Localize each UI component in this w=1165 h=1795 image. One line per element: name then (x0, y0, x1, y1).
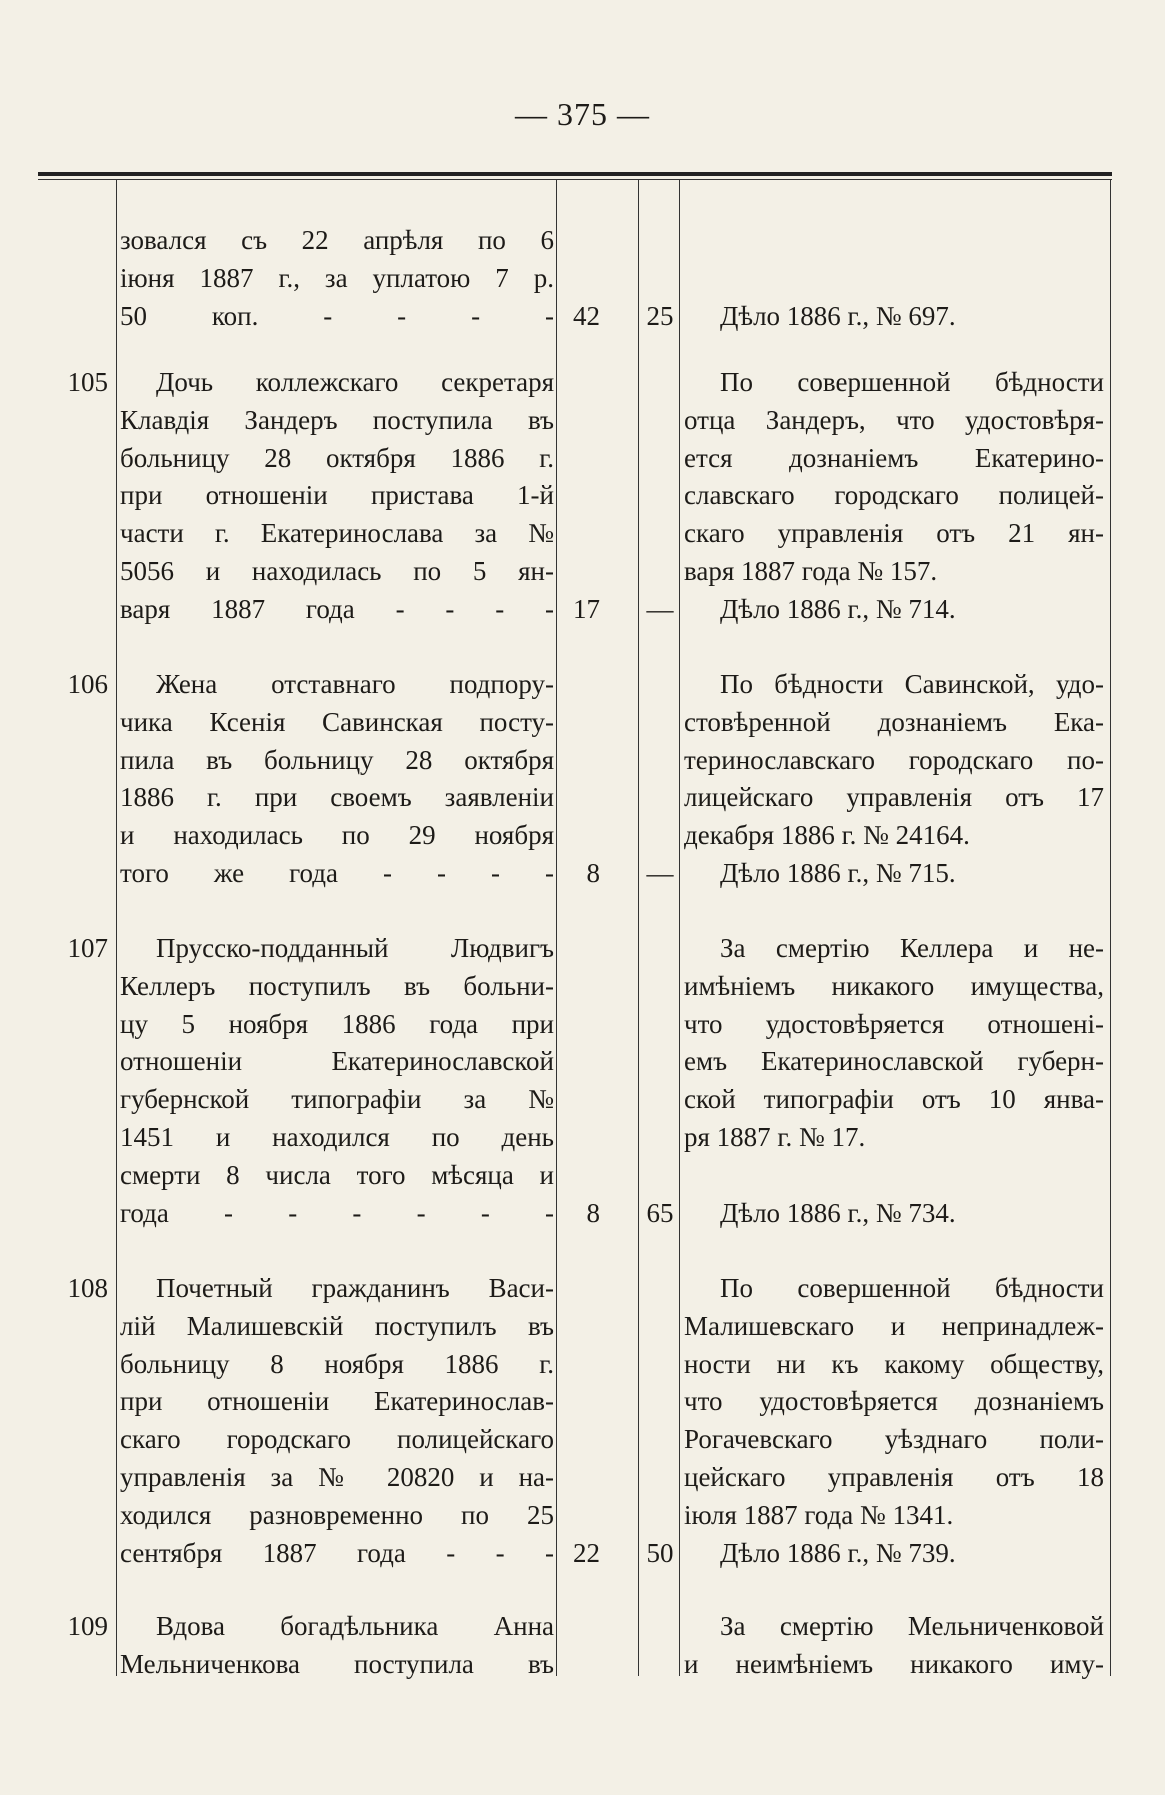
amount-kopecks: 25 (646, 300, 674, 331)
text-line: смерти 8 числа того мѣсяца и (120, 1159, 554, 1190)
text-line: Жена отставнаго подпору- (156, 669, 554, 699)
text-line: пила въ больницу 28 октября (120, 744, 554, 775)
text-line: Дѣло 1886 г., № 697. (720, 300, 956, 331)
text-line: іюня 1887 г., за уплатою 7 р. (120, 262, 554, 293)
row-description (120, 1608, 554, 1684)
text-line: при отношеніи Екатеринослав- (120, 1386, 554, 1417)
amount-kopecks: 65 (646, 1197, 674, 1228)
text-line: теринославскаго городскаго по- (684, 744, 1104, 775)
text-line: того же года - - - - (120, 857, 554, 888)
text-line (684, 1157, 1104, 1195)
amount-rubles: 42 (573, 300, 600, 331)
text-line: при отношеніи пристава 1-й (120, 480, 554, 511)
amount-rubles: 8 (586, 858, 600, 888)
column-divider-right (1110, 180, 1111, 1676)
row-basis (684, 222, 1104, 335)
text-line: ходился разновременно по 25 (120, 1499, 554, 1530)
text-line: скаго управленія отъ 21 ян- (684, 518, 1104, 549)
text-line: Рогачевскаго уѣзднаго поли- (684, 1424, 1104, 1455)
amount-kopecks: — (646, 593, 674, 624)
text-line: 5056 и находилась по 5 ян- (120, 555, 554, 586)
text-line: За смертію Мельниченковой (720, 1611, 1104, 1641)
text-line: іюля 1887 года № 1341. (684, 1499, 954, 1530)
text-line: ской типографіи отъ 10 янва- (684, 1084, 1104, 1115)
text-line: и неимѣніемъ никакого иму- (684, 1648, 1104, 1679)
amount-kopecks: — (646, 858, 674, 888)
amount-rubles: 22 (573, 1537, 600, 1568)
text-line: варя 1887 года № 157. (684, 555, 938, 586)
row-description (120, 666, 554, 893)
text-line: и находилась по 29 ноября (120, 820, 554, 851)
text-line: Вдова богадѣльника Анна (156, 1611, 554, 1641)
row-basis (684, 666, 1104, 893)
amount-rubles: 17 (573, 593, 600, 624)
text-line: Клавдія Зандеръ поступила въ (120, 404, 554, 435)
row-basis (684, 1608, 1104, 1684)
table-top-rule (38, 172, 1112, 176)
text-line: Дѣло 1886 г., № 739. (720, 1537, 956, 1568)
text-line: стовѣренной дознаніемъ Ека- (684, 706, 1104, 737)
row-number: 105 (67, 367, 108, 397)
row-description (120, 222, 554, 335)
text-line: ря 1887 г. № 17. (684, 1121, 866, 1152)
text-line: варя 1887 года - - - - (120, 593, 554, 624)
column-divider-number (116, 180, 117, 1676)
text-line: имѣніемъ никакого имущества, (684, 970, 1104, 1001)
text-line: отца Зандеръ, что удостовѣря- (684, 404, 1104, 435)
text-line: лій Малишевскій поступилъ въ (120, 1310, 554, 1341)
text-line: Дочь коллежскаго секретаря (156, 367, 554, 397)
text-line: Дѣло 1886 г., № 714. (720, 593, 956, 624)
text-line: 1886 г. при своемъ заявленіи (120, 782, 554, 813)
row-basis (684, 364, 1104, 629)
text-line: сентября 1887 года - - - (120, 1537, 554, 1568)
text-line: отношеніи Екатеринославской (120, 1046, 554, 1077)
column-divider-rubles (638, 180, 639, 1676)
text-line: больницу 8 ноября 1886 г. (120, 1348, 554, 1379)
text-line: По бѣдности Савинской, удо- (720, 669, 1104, 699)
text-line: Малишевскаго и непринадлеж- (684, 1310, 1104, 1341)
text-line: Почетный гражданинъ Васи- (156, 1273, 554, 1303)
row-description (120, 364, 554, 629)
text-line: 1451 и находился по день (120, 1121, 554, 1152)
text-line: славскаго городскаго полицей- (684, 480, 1104, 511)
amount-kopecks: 50 (646, 1537, 674, 1568)
text-line: Дѣло 1886 г., № 734. (720, 1197, 956, 1228)
text-line: Келлеръ поступилъ въ больни- (120, 970, 554, 1001)
text-line: По совершенной бѣдности (720, 1273, 1104, 1303)
text-line: части г. Екатеринослава за № (120, 518, 554, 549)
text-line: ется дознаніемъ Екатерино- (684, 442, 1104, 473)
row-number: 108 (67, 1273, 108, 1303)
row-number: 109 (67, 1611, 108, 1641)
text-line: года - - - - - - (120, 1197, 554, 1228)
row-number: 106 (67, 669, 108, 699)
text-line: ности ни къ какому обществу, (684, 1348, 1104, 1379)
text-line: За смертію Келлера и не- (720, 933, 1104, 963)
page-number: — 375 — (515, 96, 650, 132)
text-line: Прусско-подданный Людвигъ (156, 933, 554, 963)
row-description (120, 1270, 554, 1572)
text-line: скаго городскаго полицейскаго (120, 1424, 554, 1455)
row-description (120, 930, 554, 1232)
text-line: зовался съ 22 апрѣля по 6 (120, 225, 554, 255)
text-line: управленія за № 20820 и на- (120, 1461, 554, 1492)
amount-rubles: 8 (586, 1197, 600, 1228)
text-line: губернской типографіи за № (120, 1084, 554, 1115)
text-line: По совершенной бѣдности (720, 367, 1104, 397)
text-line (684, 260, 1104, 298)
text-line: что удостовѣряется отношені- (684, 1008, 1104, 1039)
text-line: цейскаго управленія отъ 18 (684, 1461, 1104, 1492)
row-basis (684, 930, 1104, 1232)
text-line: лицейскаго управленія отъ 17 (684, 782, 1104, 813)
row-basis (684, 1270, 1104, 1572)
text-line: Мельниченкова поступила въ (120, 1648, 554, 1679)
text-line: больницу 28 октября 1886 г. (120, 442, 554, 473)
text-line: 50 коп. - - - - (120, 300, 554, 331)
text-line: Дѣло 1886 г., № 715. (720, 857, 956, 888)
ledger-table (38, 172, 1112, 1679)
column-divider-description (556, 180, 557, 1676)
table-top-rule-thin (38, 179, 1112, 180)
text-line: чика Ксенія Савинская посту- (120, 706, 554, 737)
text-line: цу 5 ноября 1886 года при (120, 1008, 554, 1039)
text-line: емъ Екатеринославской губерн- (684, 1046, 1104, 1077)
row-number: 107 (67, 933, 108, 963)
text-line: что удостовѣряется дознаніемъ (684, 1386, 1104, 1417)
column-divider-kopecks (679, 180, 680, 1676)
text-line (684, 222, 1104, 260)
text-line: декабря 1886 г. № 24164. (684, 820, 970, 851)
